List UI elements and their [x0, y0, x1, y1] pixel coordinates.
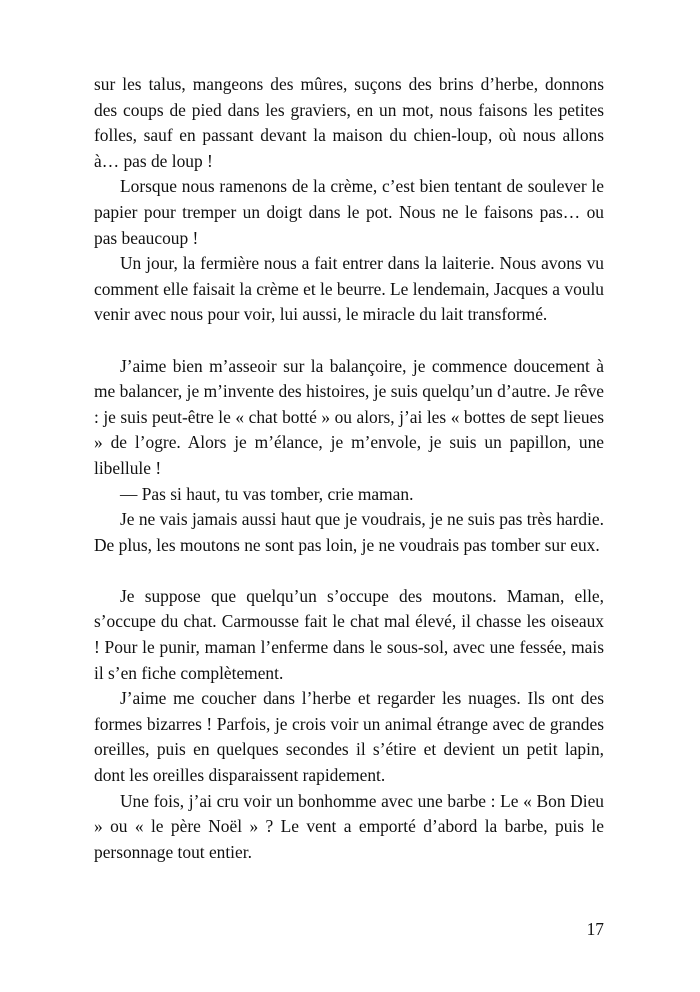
- paragraph-8: J’aime me coucher dans l’herbe et regarder les nuages. Ils ont des formes bizarres ! Parfois, je crois voir un animal étrange avec de grandes oreilles, puis en quelques secondes il s’étire et devient un petit lapin, dont les oreilles disparaissent rapidement.: [94, 688, 604, 786]
- paragraph-6: Je ne vais jamais aussi haut que je voudrais, je ne suis pas très hardie. De plus, les moutons ne sont pas loin, je ne voudrais pas tomber sur eux.: [94, 509, 604, 555]
- paragraph-1: sur les talus, mangeons des mûres, suçons des brins d’herbe, donnons des coups de pied dans les graviers, en un mot, nous faisons les petites folles, sauf en passant devant la maison du chien-loup, où nous allons à… pas de loup !: [94, 74, 604, 171]
- page-number: 17: [586, 919, 604, 939]
- paragraph-9: Une fois, j’ai cru voir un bonhomme avec une barbe : Le « Bon Dieu » ou « le père Noël » ? Le vent a emporté d’abord la barbe, puis le personnage tout entier.: [94, 790, 604, 862]
- paragraph-7: Je suppose que quelqu’un s’occupe des moutons. Maman, elle, s’occupe du chat. Carmousse fait le chat mal élevé, il chasse les oiseaux ! Pour le punir, maman l’enferme dans le sous-sol, avec une fessée, mais il s’en fiche complètement.: [94, 585, 604, 683]
- dialogue-line: — Pas si haut, tu vas tomber, crie maman.: [120, 483, 414, 504]
- paragraph-2: Lorsque nous ramenons de la crème, c’est bien tentant de soulever le papier pour tremper un doigt dans le pot. Nous ne le faisons pas… ou pas beaucoup !: [94, 176, 604, 248]
- section-break: [94, 558, 604, 584]
- paragraph-3: Un jour, la fermière nous a fait entrer dans la laiterie. Nous avons vu comment elle faisait la crème et le beurre. Le lendemain, Jacques a voulu venir avec nous pour voir, lui aussi, le miracle du lait transformé.: [94, 253, 604, 325]
- page-body: [94, 72, 604, 865]
- paragraph-4: J’aime bien m’asseoir sur la balançoire, je commence doucement à me balancer, je m’invente des histoires, je suis quelqu’un d’autre. Je rêve : je suis peut-être le « chat botté » ou alors, j’ai les « bottes de sept lieues » de l’ogre. Alors je m’élance, je m’envole, je suis un papillon, une libellule !: [94, 355, 604, 478]
- section-break: [94, 328, 604, 354]
